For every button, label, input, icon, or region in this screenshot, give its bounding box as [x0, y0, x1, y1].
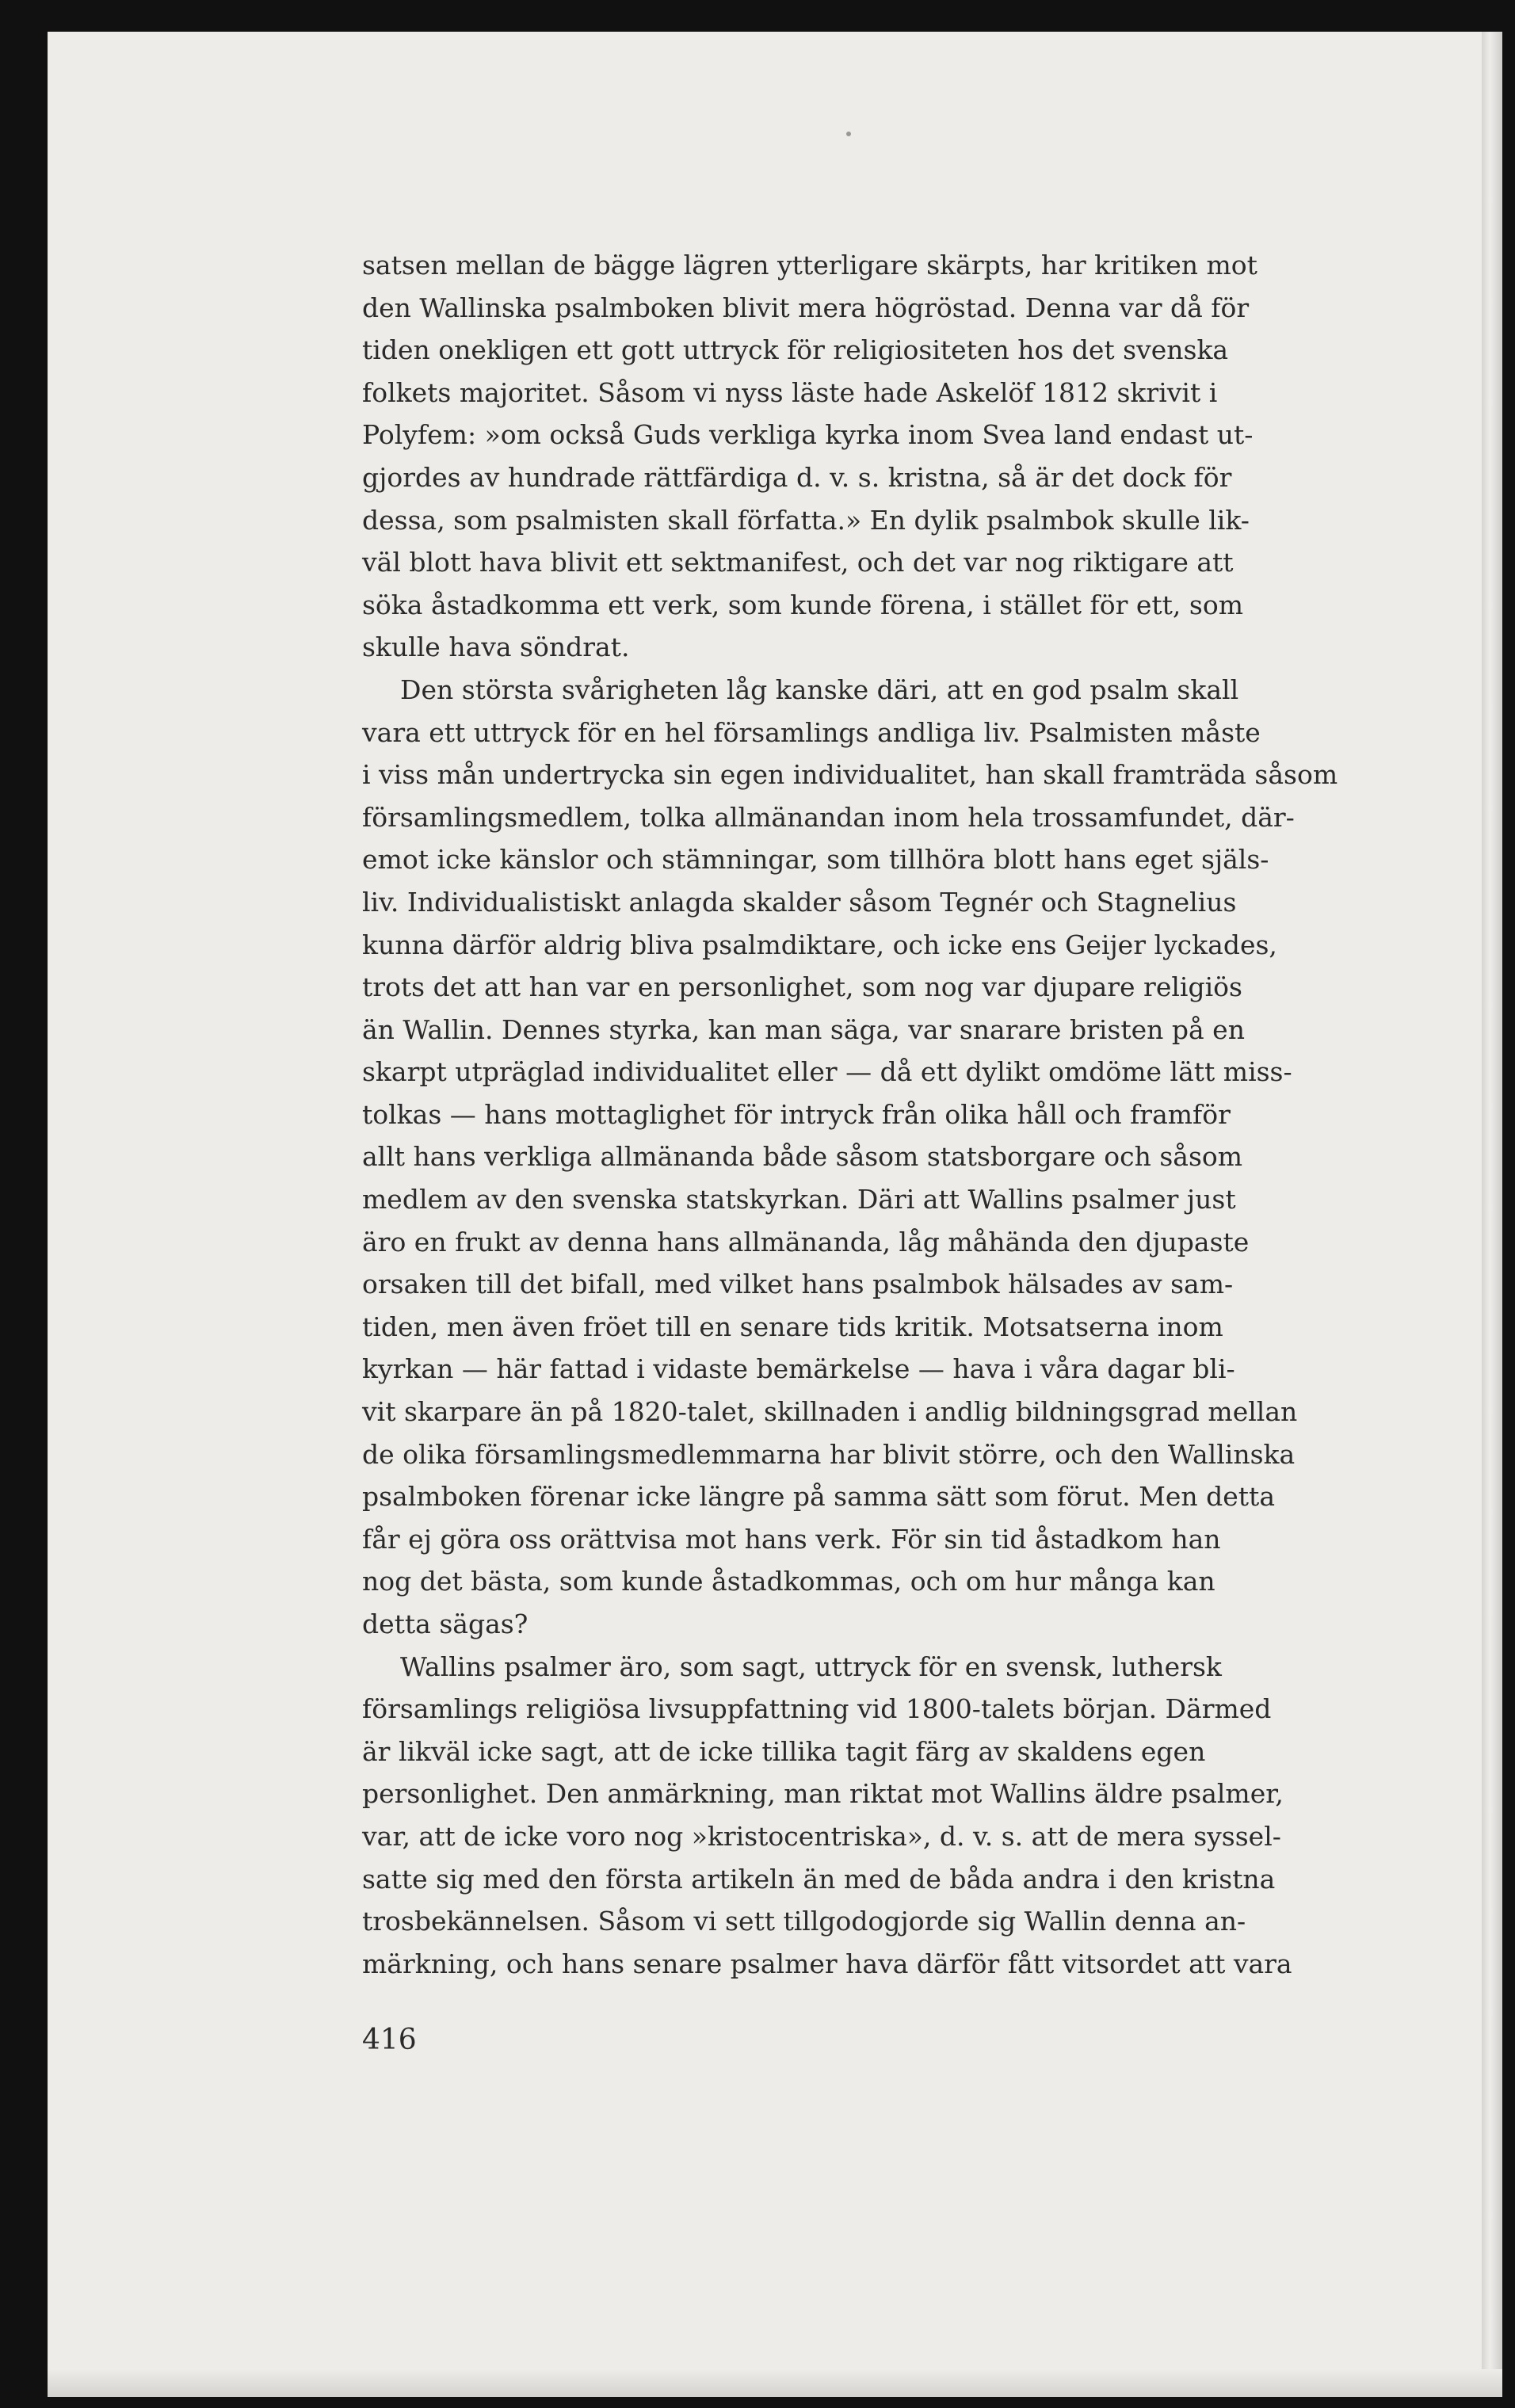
paragraph-1: satsen mellan de bägge lägren ytterligare skärpts, har kritiken mot den Wallinska psalmboken blivit mera högröstad. Denna var då för tiden onekligen ett gott uttryck för religiositeten hos det svenska folkets majoritet. Såsom vi nyss läste hade Askelöf 1812 skrivit i Polyfem: »om också Guds verkliga kyrka inom Svea land endast ut- gjordes av hundrade rättfärdiga d. v. s. kristna, så är det dock för dessa, som psalmisten skall författa.» En dylik psalmbok skulle lik- väl blott hava blivit ett sektmanifest, och det var nog riktigare att söka åstadkomma ett verk, som kunde förena, i stället för ett, som skulle hava söndrat. — [362, 250, 1257, 663]
body-text — [362, 244, 1432, 1985]
page-number: 416 — [362, 2024, 417, 2056]
page-edge-right — [1482, 32, 1502, 2397]
paragraph-2: Den största svårigheten låg kanske däri, att en god psalm skall vara ett uttryck för en hel församlings andliga liv. Psalmisten måste i viss mån undertrycka sin egen individualitet, han skall framträda såsom församlingsmedlem, tolka allmänandan inom hela trossamfundet, där- emot icke känslor och stämningar, som tillhöra blott hans eget själs- liv. Individualistiskt anlagda skalder såsom Tegnér och Stagnelius kunna därför aldrig bliva psalmdiktare, och icke ens Geijer lyckades, trots det att han var en personlighet, som nog var djupare religiös än Wallin. Dennes styrka, kan man säga, var snarare bristen på en skarpt utpräglad individualitet eller — då ett dylikt omdöme lätt miss- tolkas — hans mottaglighet för intryck från olika håll och framför allt hans verkliga allmänanda både såsom statsborgare och såsom medlem av den svenska statskyrkan. Däri att Wallins psalmer just äro en frukt av denna hans allmänanda, låg måhända den djupaste orsaken till det bifall, med vilket hans psalmbok hälsades av sam- tiden, men även fröet till en senare tids kritik. Motsatserna inom kyrkan — här fattad i vidaste bemärkelse — hava i våra dagar bli- vit skarpare än på 1820-talet, skillnaden i andlig bildningsgrad mellan de olika församlingsmedlemmarna har blivit större, och den Wallinska psalmboken förenar icke längre på samma sätt som förut. Men detta får ej göra oss orättvisa mot hans verk. För sin tid åstadkom han nog det bästa, som kunde åstadkommas, och om hur många kan detta sägas? — [362, 674, 1338, 1639]
paragraph-3: Wallins psalmer äro, som sagt, uttryck för en svensk, luthersk församlings religiösa livsuppfattning vid 1800-talets början. Därmed är likväl icke sagt, att de icke tillika tagit färg av skaldens egen personlighet. Den anmärkning, man riktat mot Wallins äldre psalmer, var, att de icke voro nog »kristocentriska», d. v. s. att de mera syssel- satte sig med den första artikeln än med de båda andra i den kristna trosbekännelsen. Såsom vi sett tillgodogjorde sig Wallin denna an- märkning, och hans senare psalmer hava därför fått vitsordet att vara — [362, 1650, 1292, 1979]
page-edge-bottom — [48, 2369, 1502, 2397]
paper-speck — [846, 132, 851, 136]
